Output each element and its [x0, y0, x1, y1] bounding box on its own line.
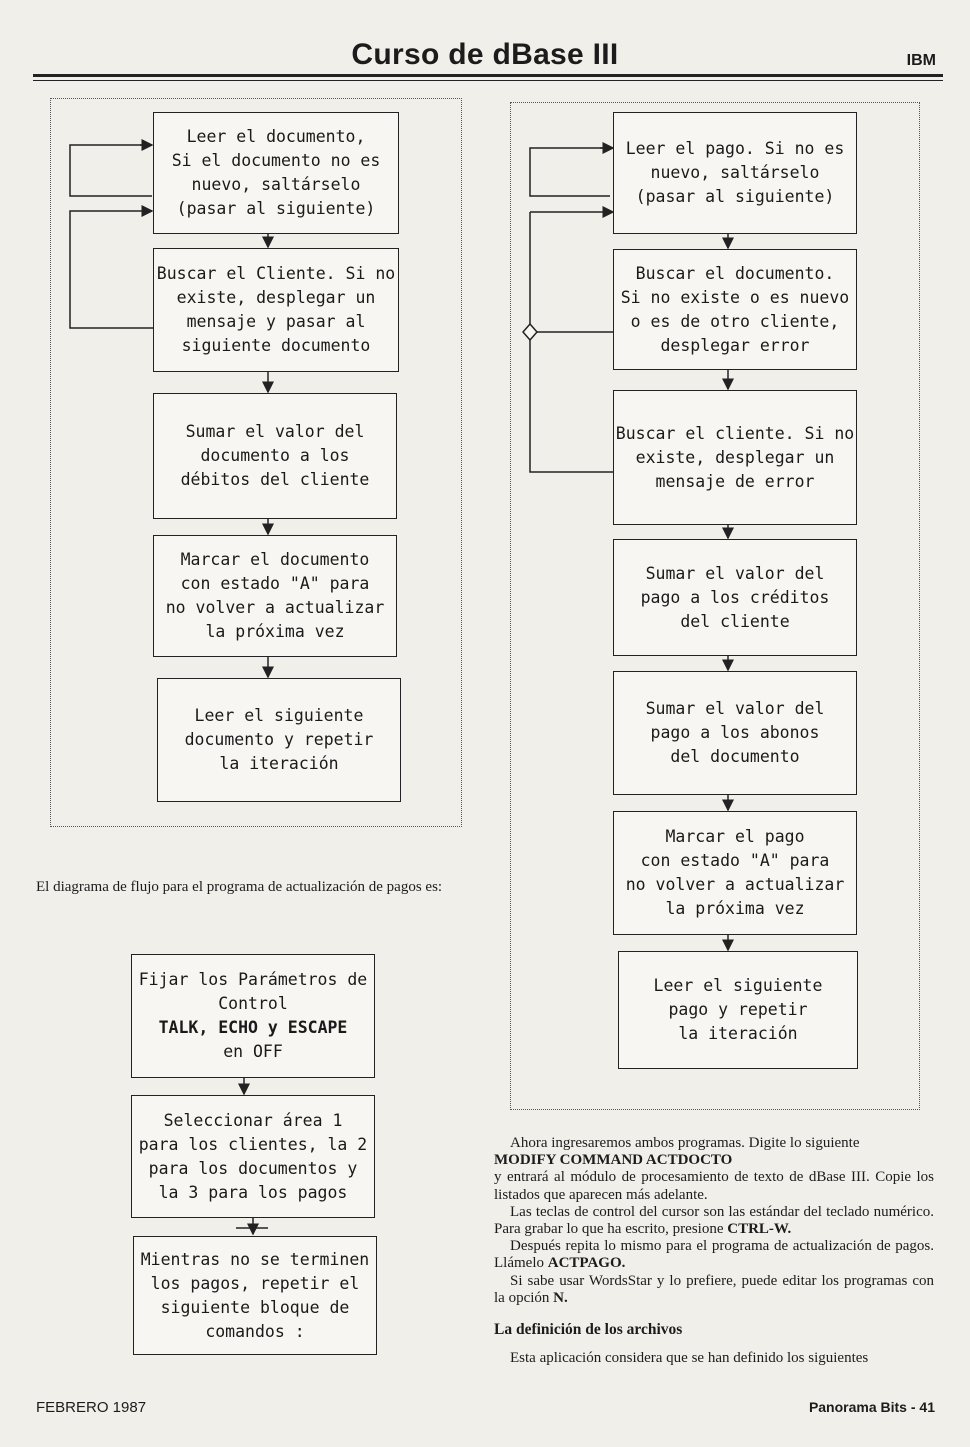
body-p2: Las teclas de control del cursor son las estándar del teclado numérico. Para grabar lo que ha escrito, presione	[494, 1203, 934, 1238]
flow-doc-step-5: Leer el siguiente documento y repetir la iteración	[157, 678, 401, 802]
flow-main-step-1-text-end: en OFF	[223, 1042, 283, 1061]
command-option-n: N.	[553, 1289, 568, 1306]
flow-doc-step-3: Sumar el valor del documento a los débitos del cliente	[153, 393, 397, 519]
flow-pay-step-7: Leer el siguiente pago y repetir la iteración	[618, 951, 858, 1069]
flowchart-caption: El diagrama de flujo para el programa de actualización de pagos es:	[36, 879, 443, 895]
flow-doc-step-4: Marcar el documento con estado "A" para no volver a actualizar la próxima vez	[153, 535, 397, 657]
command-ctrl-w: CTRL-W.	[727, 1221, 792, 1238]
flow-main-step-1	[131, 954, 375, 1078]
flow-pay-step-5: Sumar el valor del pago a los abonos del documento	[613, 671, 857, 795]
flow-main-step-1-params: TALK, ECHO y ESCAPE	[158, 1018, 348, 1037]
flow-pay-step-2: Buscar el documento. Si no existe o es nuevo o es de otro cliente, desplegar error	[613, 249, 857, 370]
flow-doc-step-2: Buscar el Cliente. Si no existe, desplegar un mensaje y pasar al siguiente documento	[153, 248, 399, 372]
body-p1: Ahora ingresaremos ambos programas. Digite lo siguiente	[510, 1135, 860, 1151]
flow-pay-step-4: Sumar el valor del pago a los créditos del cliente	[613, 539, 857, 656]
flow-main-step-3: Mientras no se terminen los pagos, repetir el siguiente bloque de comandos :	[133, 1236, 377, 1355]
flow-doc-step-1: Leer el documento, Si el documento no es nuevo, saltárselo (pasar al siguiente)	[153, 112, 399, 234]
section-heading: La definición de los archivos	[494, 1321, 683, 1339]
page-title: Curso de dBase III	[351, 38, 619, 71]
body-p5: Esta aplicación considera que se han definido los siguientes	[510, 1350, 869, 1367]
flow-pay-step-3: Buscar el cliente. Si no existe, desplegar un mensaje de error	[613, 390, 857, 525]
body-p1b: y entrará al módulo de procesamiento de texto de dBase III. Copie los listados que aparecen más adelante.	[494, 1169, 934, 1203]
article-body	[494, 1135, 934, 1367]
flow-pay-step-1: Leer el pago. Si no es nuevo, saltárselo (pasar al siguiente)	[613, 112, 857, 234]
body-p3: Después repita lo mismo para el programa de actualización de pagos. Llámelo	[494, 1238, 934, 1272]
flow-main-step-2: Seleccionar área 1 para los clientes, la 2 para los documentos y la 3 para los pagos	[131, 1095, 375, 1218]
flow-main-step-1-text: Fijar los Parámetros de Control	[138, 970, 368, 1013]
command-actpago: ACTPAGO.	[547, 1255, 626, 1272]
footer-page: Panorama Bits - 41	[808, 1399, 935, 1415]
body-p4: Si sabe usar WordsStar y lo prefiere, puede editar los programas con la opción	[494, 1272, 934, 1306]
command-actdocto: MODIFY COMMAND ACTDOCTO	[494, 1152, 733, 1169]
brand-label: IBM	[906, 52, 936, 69]
flow-pay-step-6: Marcar el pago con estado "A" para no volver a actualizar la próxima vez	[613, 811, 857, 935]
footer-date: FEBRERO 1987	[36, 1399, 147, 1416]
